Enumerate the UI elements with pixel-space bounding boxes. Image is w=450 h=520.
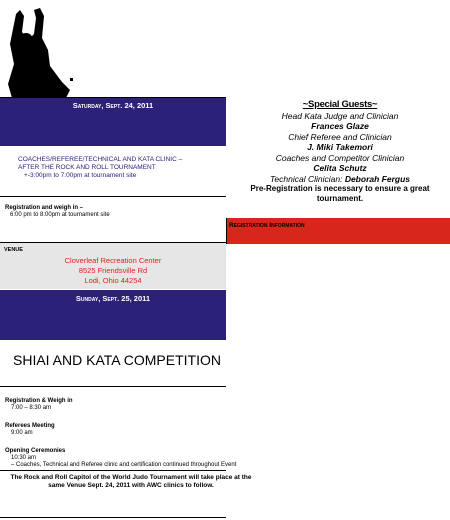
divider	[226, 218, 227, 244]
registration-time: 6:00 pm to 8:00pm at tournament site	[10, 212, 110, 218]
reg-weigh-time: 7:00 – 8:30 am	[11, 405, 52, 411]
divider	[0, 97, 226, 98]
competition-title: SHIAI AND KATA COMPETITION	[13, 352, 221, 368]
guest-role: Chief Referee and Clinician	[288, 131, 392, 142]
registration-label: Registration and weigh in –	[5, 205, 84, 211]
clinic-time: +-3:00pm to 7:00pm at tournament site	[24, 172, 137, 179]
clinic-line: AFTER THE ROCK AND ROLL TOURNAMENT	[18, 164, 156, 171]
guest-role: Head Kata Judge and Clinician	[281, 110, 399, 121]
sunday-header-bar	[0, 290, 226, 340]
divider	[0, 517, 226, 518]
opening-time: 10:30 am	[11, 455, 37, 461]
guest-role: Technical Clinician:	[269, 173, 343, 184]
footer-note: The Rock and Roll Capitol of the World Judo Tournament will take place at the same Venue Sept. 24, 2011 with AWC clinics to follow.	[10, 474, 252, 489]
reg-weigh-label: Registration & Weigh in	[5, 398, 73, 404]
guest-name: Frances Glaze	[311, 121, 369, 131]
venue-box	[0, 243, 226, 289]
divider	[0, 196, 226, 197]
registration-info-label: Registration Information	[229, 222, 305, 229]
venue-line: Lodi, Ohio 44254	[84, 276, 142, 285]
sunday-date: Sunday, Sept. 25, 2011	[75, 294, 151, 303]
guest-name: Celita Schutz	[313, 163, 367, 173]
divider	[0, 470, 226, 471]
clinic-line: COACHES/REFEREE/TECHNICAL AND KATA CLINIC –	[18, 156, 183, 163]
venue-address	[0, 256, 226, 286]
saturday-date: Saturday, Sept. 24, 2011	[72, 101, 154, 110]
opening-label: Opening Ceremonies	[5, 448, 66, 454]
referees-label: Referees Meeting	[5, 423, 55, 429]
venue-label: VENUE	[4, 247, 23, 253]
referees-time: 9:00 am	[11, 430, 33, 436]
divider	[0, 386, 226, 387]
special-guests	[240, 100, 440, 203]
venue-line: Cloverleaf Recreation Center	[64, 256, 162, 265]
guest-name: J. Miki Takemori	[307, 142, 373, 152]
clinic-info	[18, 156, 224, 180]
guest-role: Coaches and Competitor Clinician	[275, 152, 405, 163]
opening-note: – Coaches, Technical and Referee clinic and certification continued throughout Event	[11, 462, 237, 468]
guests-heading: ~Special Guests~	[302, 99, 378, 110]
guest-name: Deborah Fergus	[344, 173, 410, 184]
judoka-silhouette-image	[4, 4, 76, 100]
registration-info-box	[226, 218, 450, 244]
venue-line: 8525 Friendsville Rd	[78, 266, 148, 275]
saturday-header-bar	[0, 98, 226, 146]
pre-registration-note: Pre-Registration is necessary to ensure a great tournament.	[250, 184, 430, 203]
